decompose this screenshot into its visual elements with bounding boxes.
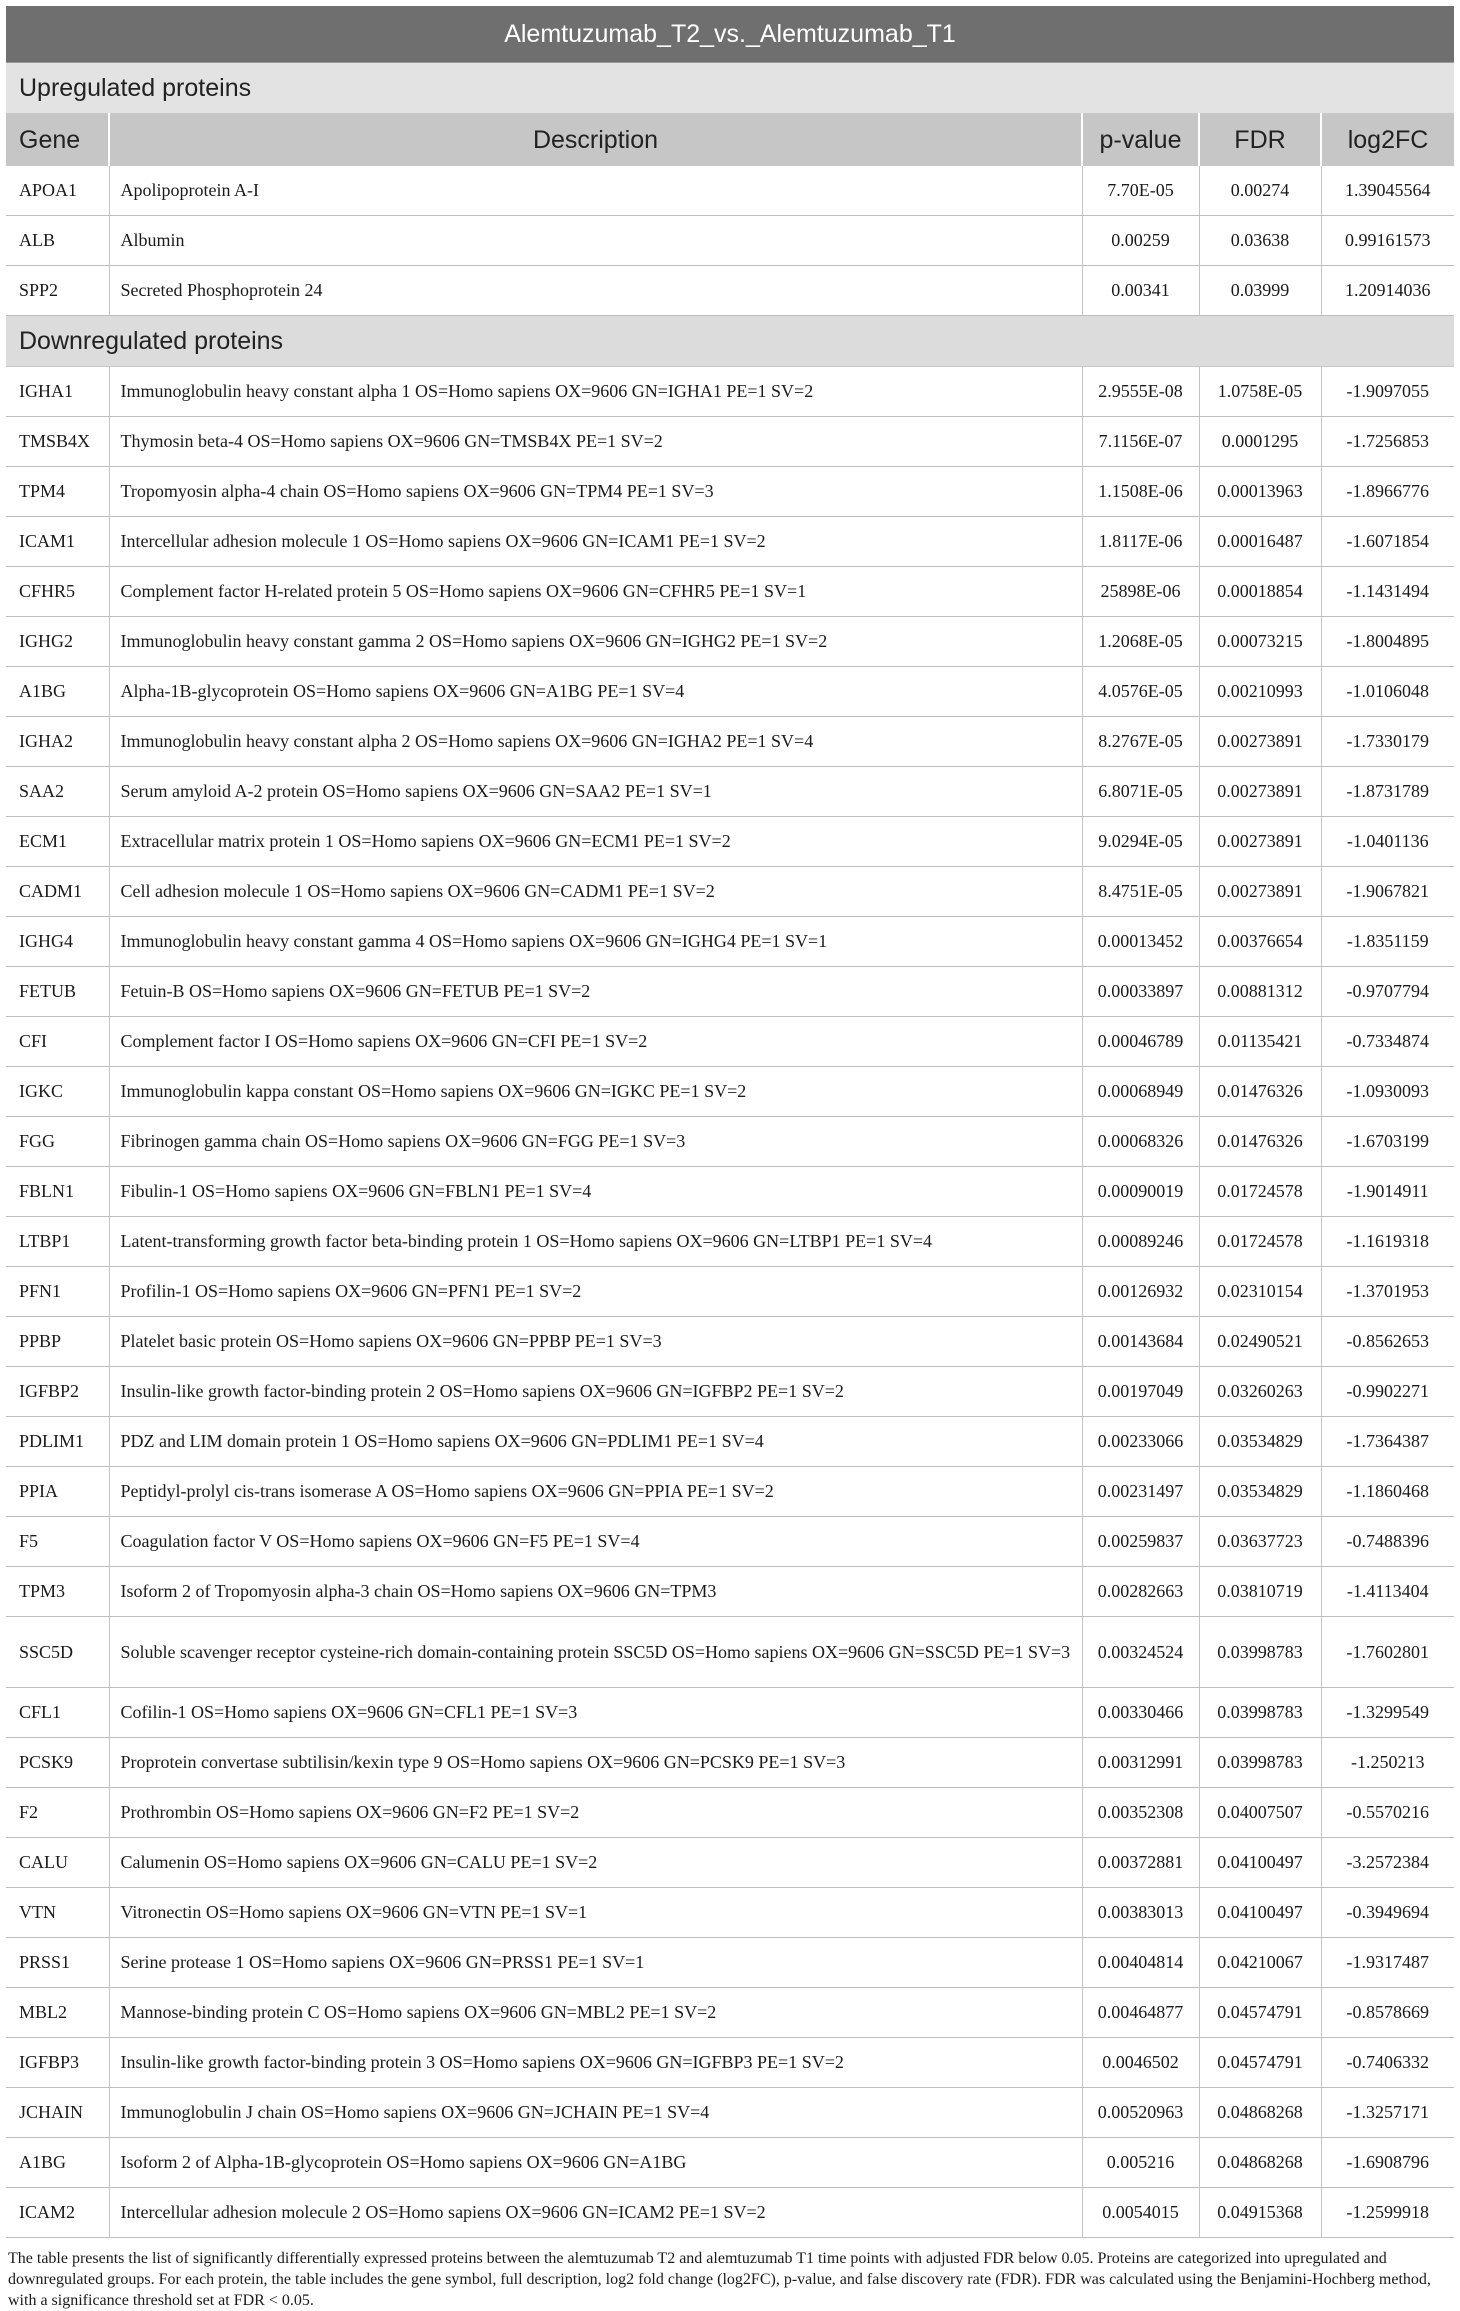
- gene-cell: IGFBP2: [6, 1367, 109, 1417]
- description-cell: Serine protease 1 OS=Homo sapiens OX=9606 GN=PRSS1 PE=1 SV=1: [109, 1938, 1082, 1988]
- gene-cell: ICAM1: [6, 517, 109, 567]
- table-row: [6, 1117, 1454, 1167]
- gene-cell: IGHG2: [6, 617, 109, 667]
- log2fc-cell: -3.2572384: [1321, 1838, 1454, 1888]
- gene-cell: CALU: [6, 1838, 109, 1888]
- log2fc-cell: 1.39045564: [1321, 166, 1454, 216]
- description-cell: Insulin-like growth factor-binding protein 3 OS=Homo sapiens OX=9606 GN=IGFBP3 PE=1 SV=2: [109, 2038, 1082, 2088]
- table-row: [6, 166, 1454, 216]
- table-row: [6, 2188, 1454, 2238]
- table-row: [6, 667, 1454, 717]
- p-value-cell: 0.00520963: [1082, 2088, 1199, 2138]
- table-row: [6, 467, 1454, 517]
- table-figure: [6, 6, 1454, 2311]
- log2fc-cell: -0.8578669: [1321, 1988, 1454, 2038]
- gene-cell: SSC5D: [6, 1617, 109, 1688]
- log2fc-cell: 0.99161573: [1321, 216, 1454, 266]
- description-cell: Prothrombin OS=Homo sapiens OX=9606 GN=F2 PE=1 SV=2: [109, 1788, 1082, 1838]
- table-title-row: [6, 6, 1454, 63]
- fdr-cell: 0.03260263: [1199, 1367, 1321, 1417]
- downregulated-section-label: Downregulated proteins: [6, 316, 1454, 367]
- table-row: [6, 367, 1454, 417]
- p-value-cell: 0.00312991: [1082, 1738, 1199, 1788]
- p-value-cell: 0.0046502: [1082, 2038, 1199, 2088]
- log2fc-cell: -1.7602801: [1321, 1617, 1454, 1688]
- table-row: [6, 1067, 1454, 1117]
- log2fc-cell: -1.6703199: [1321, 1117, 1454, 1167]
- fdr-cell: 0.03999: [1199, 266, 1321, 316]
- fdr-cell: 0.04100497: [1199, 1888, 1321, 1938]
- description-cell: Isoform 2 of Alpha-1B-glycoprotein OS=Homo sapiens OX=9606 GN=A1BG: [109, 2138, 1082, 2188]
- table-row: [6, 266, 1454, 316]
- gene-cell: F2: [6, 1788, 109, 1838]
- table-title: Alemtuzumab_T2_vs._Alemtuzumab_T1: [6, 6, 1454, 63]
- fdr-cell: 0.01476326: [1199, 1067, 1321, 1117]
- p-value-cell: 0.00068326: [1082, 1117, 1199, 1167]
- description-cell: Cofilin-1 OS=Homo sapiens OX=9606 GN=CFL1 PE=1 SV=3: [109, 1688, 1082, 1738]
- log2fc-cell: -0.7406332: [1321, 2038, 1454, 2088]
- log2fc-cell: -1.9014911: [1321, 1167, 1454, 1217]
- description-cell: PDZ and LIM domain protein 1 OS=Homo sapiens OX=9606 GN=PDLIM1 PE=1 SV=4: [109, 1417, 1082, 1467]
- p-value-cell: 0.00033897: [1082, 967, 1199, 1017]
- downregulated-section-row: [6, 316, 1454, 367]
- log2fc-cell: -1.0106048: [1321, 667, 1454, 717]
- fdr-cell: 0.03998783: [1199, 1617, 1321, 1688]
- gene-cell: IGKC: [6, 1067, 109, 1117]
- p-value-cell: 8.2767E-05: [1082, 717, 1199, 767]
- log2fc-cell: -1.0930093: [1321, 1067, 1454, 1117]
- fdr-cell: 0.00273891: [1199, 767, 1321, 817]
- p-value-cell: 6.8071E-05: [1082, 767, 1199, 817]
- log2fc-cell: -1.9067821: [1321, 867, 1454, 917]
- table-row: [6, 1838, 1454, 1888]
- table-row: [6, 617, 1454, 667]
- p-value-cell: 7.70E-05: [1082, 166, 1199, 216]
- description-cell: Fibulin-1 OS=Homo sapiens OX=9606 GN=FBLN1 PE=1 SV=4: [109, 1167, 1082, 1217]
- fdr-cell: 0.03998783: [1199, 1688, 1321, 1738]
- description-cell: Immunoglobulin heavy constant alpha 1 OS=Homo sapiens OX=9606 GN=IGHA1 PE=1 SV=2: [109, 367, 1082, 417]
- log2fc-cell: -1.1619318: [1321, 1217, 1454, 1267]
- gene-cell: PPIA: [6, 1467, 109, 1517]
- log2fc-cell: -1.3701953: [1321, 1267, 1454, 1317]
- description-cell: Cell adhesion molecule 1 OS=Homo sapiens OX=9606 GN=CADM1 PE=1 SV=2: [109, 867, 1082, 917]
- p-value-cell: 1.1508E-06: [1082, 467, 1199, 517]
- description-cell: Alpha-1B-glycoprotein OS=Homo sapiens OX=9606 GN=A1BG PE=1 SV=4: [109, 667, 1082, 717]
- log2fc-cell: -1.250213: [1321, 1738, 1454, 1788]
- column-header-description: Description: [109, 114, 1082, 167]
- fdr-cell: 0.01135421: [1199, 1017, 1321, 1067]
- description-cell: Apolipoprotein A-I: [109, 166, 1082, 216]
- fdr-cell: 0.04007507: [1199, 1788, 1321, 1838]
- table-row: [6, 917, 1454, 967]
- log2fc-cell: -0.3949694: [1321, 1888, 1454, 1938]
- log2fc-cell: -1.8351159: [1321, 917, 1454, 967]
- gene-cell: CFI: [6, 1017, 109, 1067]
- p-value-cell: 0.00352308: [1082, 1788, 1199, 1838]
- fdr-cell: 0.00016487: [1199, 517, 1321, 567]
- description-cell: Mannose-binding protein C OS=Homo sapiens OX=9606 GN=MBL2 PE=1 SV=2: [109, 1988, 1082, 2038]
- table-row: [6, 1217, 1454, 1267]
- gene-cell: IGHA1: [6, 367, 109, 417]
- description-cell: Albumin: [109, 216, 1082, 266]
- p-value-cell: 2.9555E-08: [1082, 367, 1199, 417]
- fdr-cell: 0.01724578: [1199, 1167, 1321, 1217]
- fdr-cell: 0.04210067: [1199, 1938, 1321, 1988]
- protein-table: [6, 6, 1454, 2238]
- p-value-cell: 0.00404814: [1082, 1938, 1199, 1988]
- table-row: [6, 2088, 1454, 2138]
- gene-cell: IGHA2: [6, 717, 109, 767]
- p-value-cell: 0.00143684: [1082, 1317, 1199, 1367]
- description-cell: Proprotein convertase subtilisin/kexin type 9 OS=Homo sapiens OX=9606 GN=PCSK9 PE=1 SV=3: [109, 1738, 1082, 1788]
- gene-cell: A1BG: [6, 2138, 109, 2188]
- description-cell: Soluble scavenger receptor cysteine-rich domain-containing protein SSC5D OS=Homo sapiens OX=9606 GN=SSC5D PE=1 SV=3: [109, 1617, 1082, 1688]
- gene-cell: IGHG4: [6, 917, 109, 967]
- gene-cell: PCSK9: [6, 1738, 109, 1788]
- gene-cell: PPBP: [6, 1317, 109, 1367]
- table-row: [6, 567, 1454, 617]
- fdr-cell: 0.04574791: [1199, 2038, 1321, 2088]
- description-cell: Thymosin beta-4 OS=Homo sapiens OX=9606 GN=TMSB4X PE=1 SV=2: [109, 417, 1082, 467]
- description-cell: Isoform 2 of Tropomyosin alpha-3 chain OS=Homo sapiens OX=9606 GN=TPM3: [109, 1567, 1082, 1617]
- log2fc-cell: -1.4113404: [1321, 1567, 1454, 1617]
- gene-cell: TPM3: [6, 1567, 109, 1617]
- p-value-cell: 7.1156E-07: [1082, 417, 1199, 467]
- description-cell: Complement factor H-related protein 5 OS=Homo sapiens OX=9606 GN=CFHR5 PE=1 SV=1: [109, 567, 1082, 617]
- description-cell: Fetuin-B OS=Homo sapiens OX=9606 GN=FETUB PE=1 SV=2: [109, 967, 1082, 1017]
- fdr-cell: 1.0758E-05: [1199, 367, 1321, 417]
- gene-cell: ALB: [6, 216, 109, 266]
- log2fc-cell: -0.5570216: [1321, 1788, 1454, 1838]
- table-row: [6, 1738, 1454, 1788]
- table-row: [6, 1988, 1454, 2038]
- description-cell: Complement factor I OS=Homo sapiens OX=9606 GN=CFI PE=1 SV=2: [109, 1017, 1082, 1067]
- gene-cell: FETUB: [6, 967, 109, 1017]
- table-row: [6, 1617, 1454, 1688]
- table-row: [6, 417, 1454, 467]
- table-row: [6, 517, 1454, 567]
- upregulated-section-row: [6, 63, 1454, 114]
- fdr-cell: 0.02310154: [1199, 1267, 1321, 1317]
- fdr-cell: 0.0001295: [1199, 417, 1321, 467]
- log2fc-cell: -0.7334874: [1321, 1017, 1454, 1067]
- gene-cell: FBLN1: [6, 1167, 109, 1217]
- log2fc-cell: -1.7256853: [1321, 417, 1454, 467]
- log2fc-cell: -1.8966776: [1321, 467, 1454, 517]
- table-row: [6, 1788, 1454, 1838]
- p-value-cell: 0.00330466: [1082, 1688, 1199, 1738]
- fdr-cell: 0.04868268: [1199, 2088, 1321, 2138]
- log2fc-cell: -1.7330179: [1321, 717, 1454, 767]
- upregulated-section-label: Upregulated proteins: [6, 63, 1454, 114]
- gene-cell: FGG: [6, 1117, 109, 1167]
- log2fc-cell: -1.9317487: [1321, 1938, 1454, 1988]
- gene-cell: TPM4: [6, 467, 109, 517]
- description-cell: Immunoglobulin heavy constant gamma 4 OS=Homo sapiens OX=9606 GN=IGHG4 PE=1 SV=1: [109, 917, 1082, 967]
- description-cell: Immunoglobulin kappa constant OS=Homo sapiens OX=9606 GN=IGKC PE=1 SV=2: [109, 1067, 1082, 1117]
- gene-cell: CFL1: [6, 1688, 109, 1738]
- log2fc-cell: 1.20914036: [1321, 266, 1454, 316]
- fdr-cell: 0.00376654: [1199, 917, 1321, 967]
- table-row: [6, 967, 1454, 1017]
- table-row: [6, 1317, 1454, 1367]
- table-row: [6, 1888, 1454, 1938]
- p-value-cell: 0.00046789: [1082, 1017, 1199, 1067]
- fdr-cell: 0.00073215: [1199, 617, 1321, 667]
- log2fc-cell: -0.7488396: [1321, 1517, 1454, 1567]
- fdr-cell: 0.02490521: [1199, 1317, 1321, 1367]
- fdr-cell: 0.00273891: [1199, 717, 1321, 767]
- p-value-cell: 8.4751E-05: [1082, 867, 1199, 917]
- table-row: [6, 216, 1454, 266]
- table-row: [6, 817, 1454, 867]
- description-cell: Fibrinogen gamma chain OS=Homo sapiens OX=9606 GN=FGG PE=1 SV=3: [109, 1117, 1082, 1167]
- fdr-cell: 0.04915368: [1199, 2188, 1321, 2238]
- log2fc-cell: -1.6071854: [1321, 517, 1454, 567]
- p-value-cell: 0.00259: [1082, 216, 1199, 266]
- column-header-fdr: FDR: [1199, 114, 1321, 167]
- log2fc-cell: -0.9902271: [1321, 1367, 1454, 1417]
- p-value-cell: 0.00372881: [1082, 1838, 1199, 1888]
- p-value-cell: 0.00282663: [1082, 1567, 1199, 1617]
- gene-cell: VTN: [6, 1888, 109, 1938]
- gene-cell: MBL2: [6, 1988, 109, 2038]
- table-row: [6, 1417, 1454, 1467]
- column-header-gene: Gene: [6, 114, 109, 167]
- column-header-row: [6, 114, 1454, 167]
- p-value-cell: 0.00233066: [1082, 1417, 1199, 1467]
- column-header-log2fc: log2FC: [1321, 114, 1454, 167]
- p-value-cell: 25898E-06: [1082, 567, 1199, 617]
- log2fc-cell: -1.8004895: [1321, 617, 1454, 667]
- p-value-cell: 4.0576E-05: [1082, 667, 1199, 717]
- log2fc-cell: -1.0401136: [1321, 817, 1454, 867]
- gene-cell: TMSB4X: [6, 417, 109, 467]
- log2fc-cell: -1.6908796: [1321, 2138, 1454, 2188]
- gene-cell: LTBP1: [6, 1217, 109, 1267]
- fdr-cell: 0.01724578: [1199, 1217, 1321, 1267]
- log2fc-cell: -1.7364387: [1321, 1417, 1454, 1467]
- description-cell: Latent-transforming growth factor beta-binding protein 1 OS=Homo sapiens OX=9606 GN=LTBP1 PE=1 SV=4: [109, 1217, 1082, 1267]
- description-cell: Tropomyosin alpha-4 chain OS=Homo sapiens OX=9606 GN=TPM4 PE=1 SV=3: [109, 467, 1082, 517]
- fdr-cell: 0.00013963: [1199, 467, 1321, 517]
- gene-cell: ECM1: [6, 817, 109, 867]
- gene-cell: ICAM2: [6, 2188, 109, 2238]
- gene-cell: CFHR5: [6, 567, 109, 617]
- log2fc-cell: -1.1860468: [1321, 1467, 1454, 1517]
- p-value-cell: 0.00089246: [1082, 1217, 1199, 1267]
- description-cell: Coagulation factor V OS=Homo sapiens OX=9606 GN=F5 PE=1 SV=4: [109, 1517, 1082, 1567]
- description-cell: Vitronectin OS=Homo sapiens OX=9606 GN=VTN PE=1 SV=1: [109, 1888, 1082, 1938]
- table-row: [6, 1517, 1454, 1567]
- log2fc-cell: -0.8562653: [1321, 1317, 1454, 1367]
- table-row: [6, 717, 1454, 767]
- description-cell: Insulin-like growth factor-binding protein 2 OS=Homo sapiens OX=9606 GN=IGFBP2 PE=1 SV=2: [109, 1367, 1082, 1417]
- p-value-cell: 0.00068949: [1082, 1067, 1199, 1117]
- log2fc-cell: -1.2599918: [1321, 2188, 1454, 2238]
- fdr-cell: 0.03810719: [1199, 1567, 1321, 1617]
- fdr-cell: 0.04100497: [1199, 1838, 1321, 1888]
- p-value-cell: 0.00013452: [1082, 917, 1199, 967]
- table-row: [6, 1467, 1454, 1517]
- fdr-cell: 0.03534829: [1199, 1417, 1321, 1467]
- p-value-cell: 0.0054015: [1082, 2188, 1199, 2238]
- description-cell: Calumenin OS=Homo sapiens OX=9606 GN=CALU PE=1 SV=2: [109, 1838, 1082, 1888]
- description-cell: Extracellular matrix protein 1 OS=Homo sapiens OX=9606 GN=ECM1 PE=1 SV=2: [109, 817, 1082, 867]
- table-row: [6, 1567, 1454, 1617]
- gene-cell: PDLIM1: [6, 1417, 109, 1467]
- gene-cell: CADM1: [6, 867, 109, 917]
- table-row: [6, 1688, 1454, 1738]
- p-value-cell: 0.00231497: [1082, 1467, 1199, 1517]
- table-row: [6, 867, 1454, 917]
- p-value-cell: 0.005216: [1082, 2138, 1199, 2188]
- description-cell: Secreted Phosphoprotein 24: [109, 266, 1082, 316]
- log2fc-cell: -1.8731789: [1321, 767, 1454, 817]
- table-row: [6, 2138, 1454, 2188]
- gene-cell: APOA1: [6, 166, 109, 216]
- p-value-cell: 0.00259837: [1082, 1517, 1199, 1567]
- description-cell: Immunoglobulin heavy constant alpha 2 OS=Homo sapiens OX=9606 GN=IGHA2 PE=1 SV=4: [109, 717, 1082, 767]
- fdr-cell: 0.00273891: [1199, 817, 1321, 867]
- gene-cell: PRSS1: [6, 1938, 109, 1988]
- fdr-cell: 0.03638: [1199, 216, 1321, 266]
- log2fc-cell: -1.3257171: [1321, 2088, 1454, 2138]
- description-cell: Serum amyloid A-2 protein OS=Homo sapiens OX=9606 GN=SAA2 PE=1 SV=1: [109, 767, 1082, 817]
- p-value-cell: 0.00324524: [1082, 1617, 1199, 1688]
- column-header-p-value: p-value: [1082, 114, 1199, 167]
- p-value-cell: 0.00464877: [1082, 1988, 1199, 2038]
- fdr-cell: 0.00881312: [1199, 967, 1321, 1017]
- gene-cell: IGFBP3: [6, 2038, 109, 2088]
- fdr-cell: 0.04868268: [1199, 2138, 1321, 2188]
- gene-cell: A1BG: [6, 667, 109, 717]
- p-value-cell: 0.00197049: [1082, 1367, 1199, 1417]
- description-cell: Immunoglobulin heavy constant gamma 2 OS=Homo sapiens OX=9606 GN=IGHG2 PE=1 SV=2: [109, 617, 1082, 667]
- table-row: [6, 1267, 1454, 1317]
- description-cell: Profilin-1 OS=Homo sapiens OX=9606 GN=PFN1 PE=1 SV=2: [109, 1267, 1082, 1317]
- p-value-cell: 0.00090019: [1082, 1167, 1199, 1217]
- fdr-cell: 0.03534829: [1199, 1467, 1321, 1517]
- fdr-cell: 0.00274: [1199, 166, 1321, 216]
- gene-cell: SAA2: [6, 767, 109, 817]
- fdr-cell: 0.00273891: [1199, 867, 1321, 917]
- table-row: [6, 1017, 1454, 1067]
- gene-cell: JCHAIN: [6, 2088, 109, 2138]
- fdr-cell: 0.03637723: [1199, 1517, 1321, 1567]
- description-cell: Intercellular adhesion molecule 2 OS=Homo sapiens OX=9606 GN=ICAM2 PE=1 SV=2: [109, 2188, 1082, 2238]
- table-caption: The table presents the list of significantly differentially expressed proteins between the alemtuzumab T2 and alemtuzumab T1 time points with adjusted FDR below 0.05. Proteins are categorized into upregulated and downregulated groups. For each protein, the table includes the gene symbol, full description, log2 fold change (log2FC), p-value, and false discovery rate (FDR). FDR was calculated using the Benjamini-Hochberg method, with a significance threshold set at FDR < 0.05.: [8, 2250, 1431, 2309]
- log2fc-cell: -1.9097055: [1321, 367, 1454, 417]
- p-value-cell: 1.8117E-06: [1082, 517, 1199, 567]
- fdr-cell: 0.00210993: [1199, 667, 1321, 717]
- description-cell: Platelet basic protein OS=Homo sapiens OX=9606 GN=PPBP PE=1 SV=3: [109, 1317, 1082, 1367]
- description-cell: Intercellular adhesion molecule 1 OS=Homo sapiens OX=9606 GN=ICAM1 PE=1 SV=2: [109, 517, 1082, 567]
- fdr-cell: 0.00018854: [1199, 567, 1321, 617]
- description-cell: Peptidyl-prolyl cis-trans isomerase A OS=Homo sapiens OX=9606 GN=PPIA PE=1 SV=2: [109, 1467, 1082, 1517]
- fdr-cell: 0.03998783: [1199, 1738, 1321, 1788]
- table-row: [6, 1167, 1454, 1217]
- gene-cell: PFN1: [6, 1267, 109, 1317]
- p-value-cell: 0.00341: [1082, 266, 1199, 316]
- table-row: [6, 767, 1454, 817]
- log2fc-cell: -1.3299549: [1321, 1688, 1454, 1738]
- gene-cell: F5: [6, 1517, 109, 1567]
- table-row: [6, 1367, 1454, 1417]
- table-row: [6, 1938, 1454, 1988]
- table-row: [6, 2038, 1454, 2088]
- p-value-cell: 9.0294E-05: [1082, 817, 1199, 867]
- gene-cell: SPP2: [6, 266, 109, 316]
- description-cell: Immunoglobulin J chain OS=Homo sapiens OX=9606 GN=JCHAIN PE=1 SV=4: [109, 2088, 1082, 2138]
- fdr-cell: 0.01476326: [1199, 1117, 1321, 1167]
- fdr-cell: 0.04574791: [1199, 1988, 1321, 2038]
- p-value-cell: 0.00383013: [1082, 1888, 1199, 1938]
- log2fc-cell: -1.1431494: [1321, 567, 1454, 617]
- log2fc-cell: -0.9707794: [1321, 967, 1454, 1017]
- p-value-cell: 0.00126932: [1082, 1267, 1199, 1317]
- p-value-cell: 1.2068E-05: [1082, 617, 1199, 667]
